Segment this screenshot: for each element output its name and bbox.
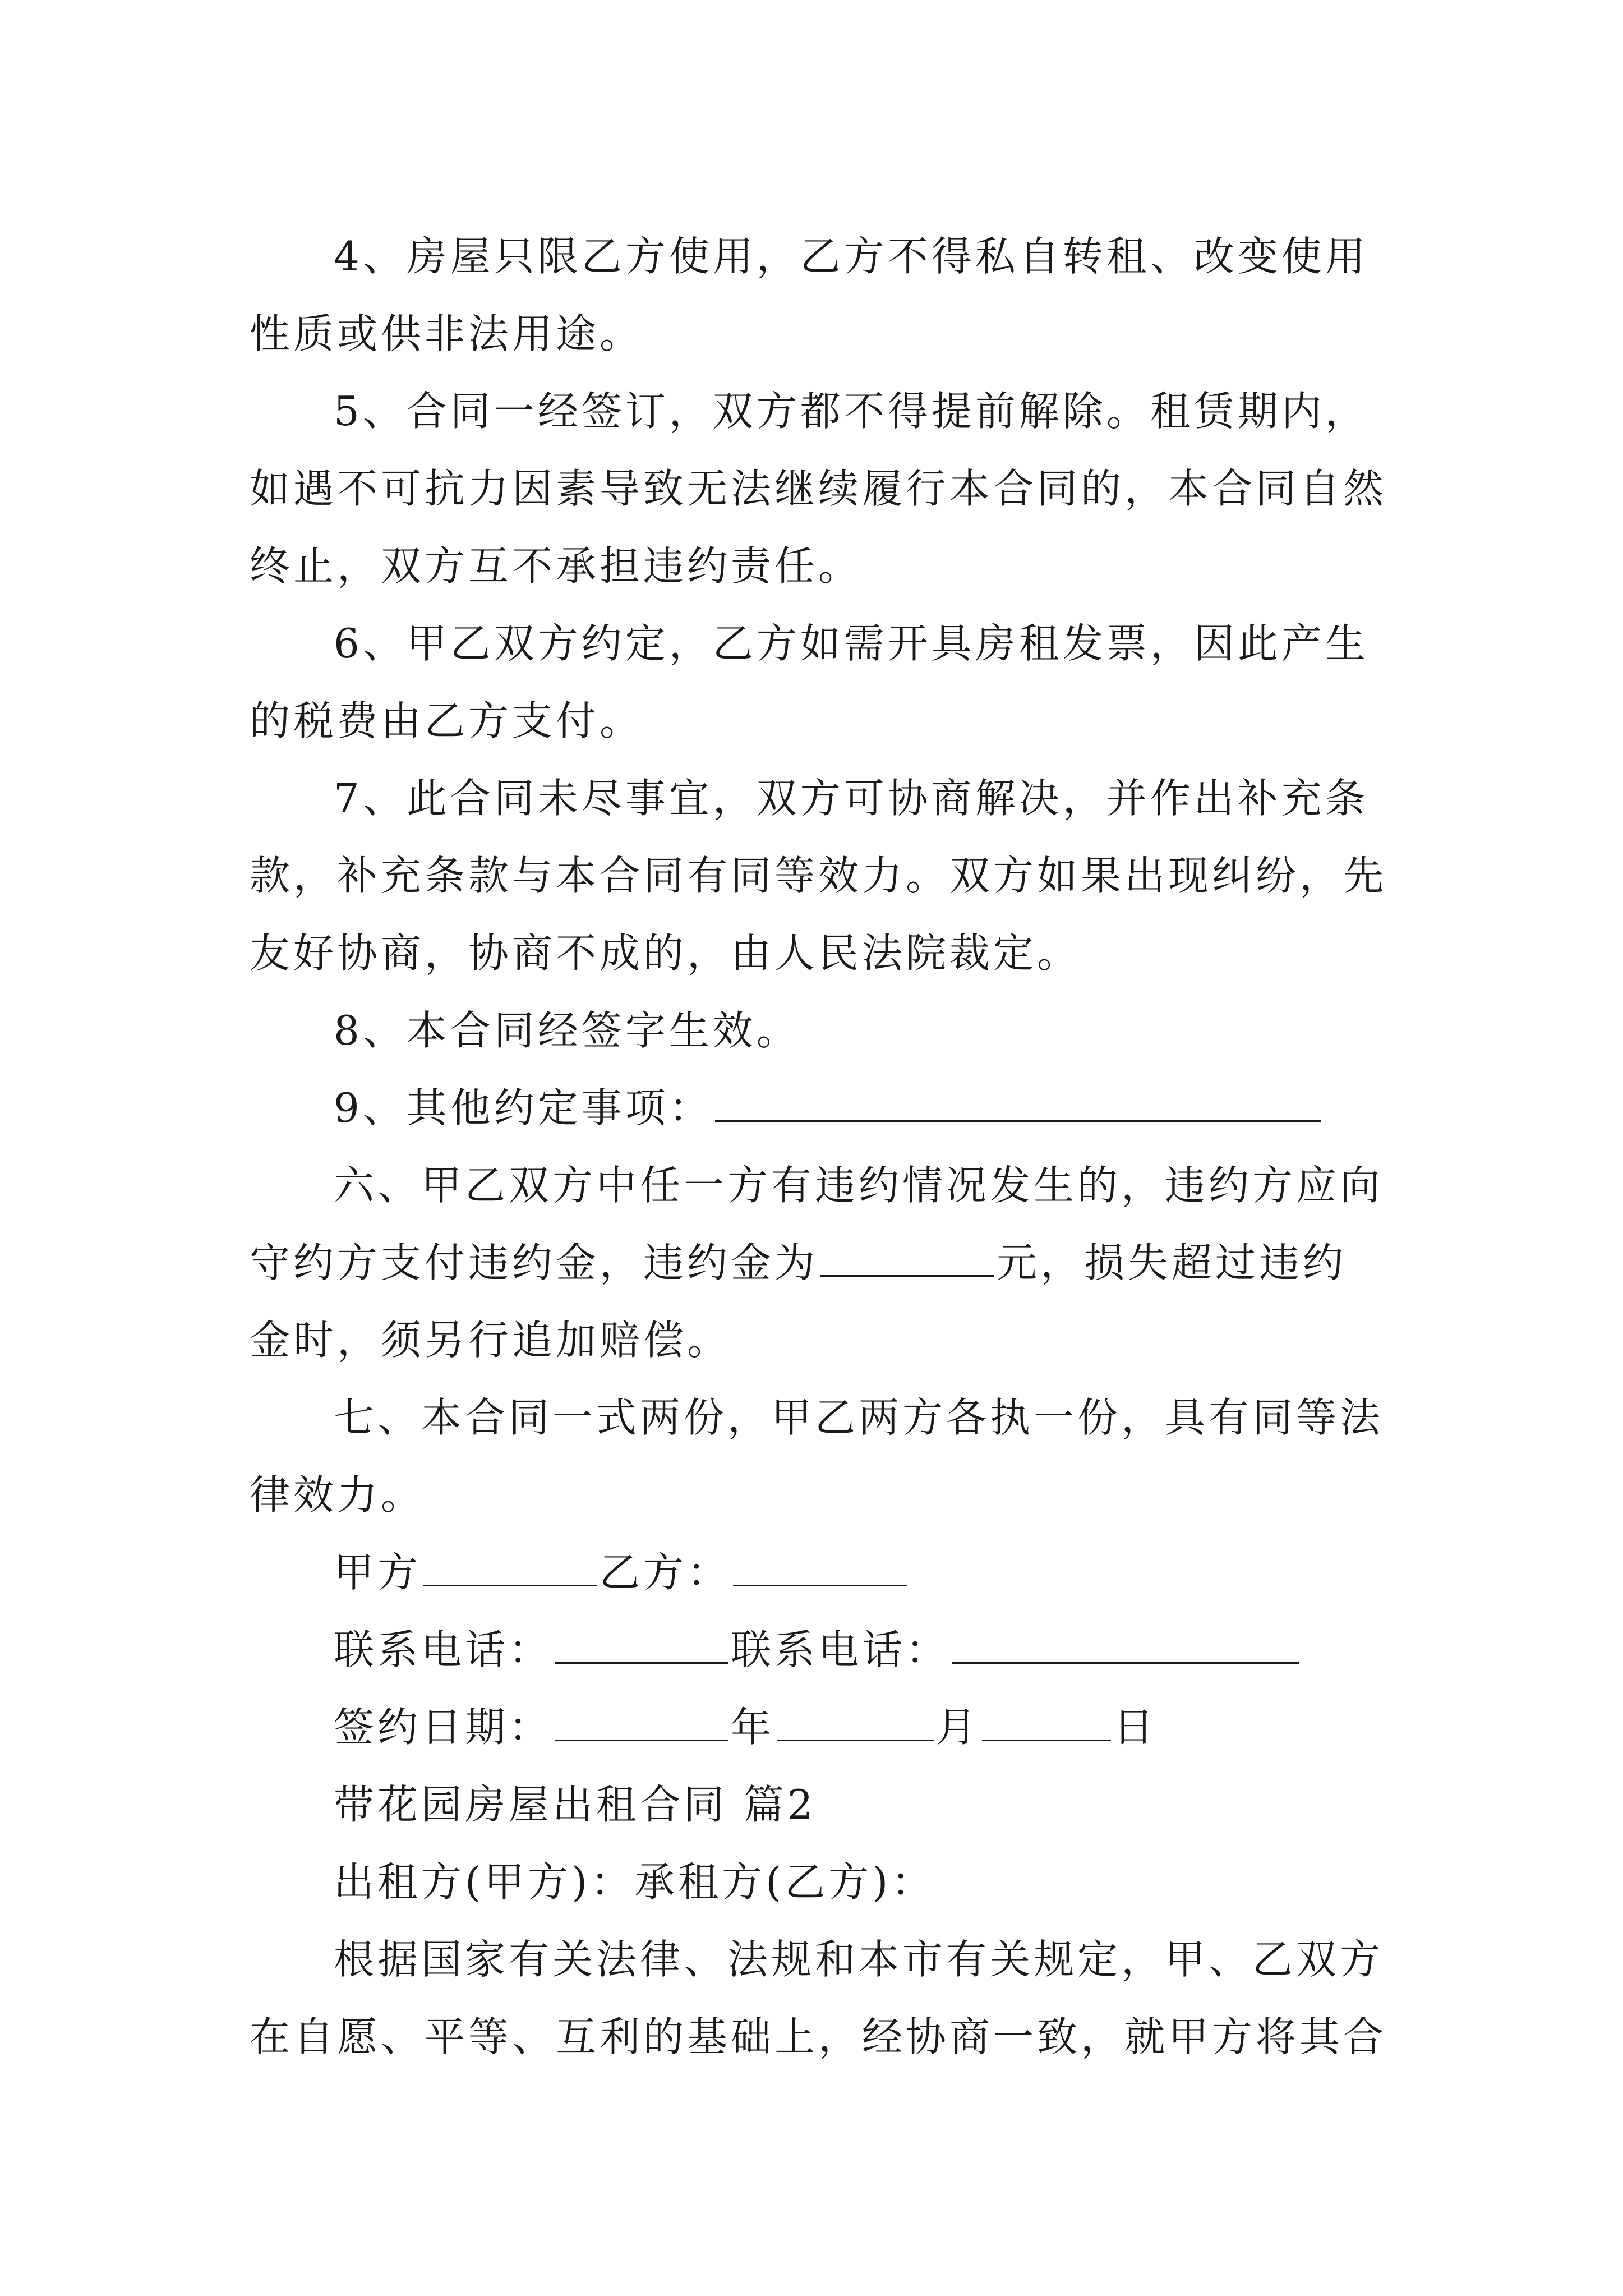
day-blank: [982, 1706, 1111, 1741]
party-b-blank: [733, 1551, 907, 1586]
party-b-label: 乙方：: [600, 1549, 731, 1596]
year-label: 年: [731, 1704, 775, 1751]
signature-date: [250, 1688, 1388, 1766]
clause-4: 4、房屋只限乙方使用，乙方不得私自转租、改变使用性质或供非法用途。: [250, 233, 1369, 357]
year-blank: [555, 1706, 728, 1741]
article-seven: 七、本合同一式两份，甲乙两方各执一份，具有同等法律效力。: [250, 1394, 1384, 1519]
phone-a-label: 联系电话：: [334, 1626, 553, 1673]
signature-phones: [250, 1611, 1388, 1688]
section-2-intro: 根据国家有关法律、法规和本市有关规定，甲、乙双方在自愿、平等、互利的基础上，经协商一致，就甲方将其合: [250, 1936, 1387, 2060]
document-body: [250, 218, 1388, 2076]
article-six-part-b: 元，损失超过违约金时，须另行追加赔偿。: [250, 1239, 1347, 1364]
clause-9: [250, 1069, 1388, 1147]
penalty-amount-blank: [820, 1241, 994, 1277]
article-six: [250, 1147, 1388, 1379]
article-six-part-a: 六、甲乙双方中任一方有违约情况发生的，违约方应向守约方支付违约金，违约金为: [250, 1162, 1384, 1286]
date-label: 签约日期：: [334, 1704, 553, 1751]
clause-7: 7、此合同未尽事宜，双方可协商解决，并作出补充条款，补充条款与本合同有同等效力。双方如果出现纠纷，先友好协商，协商不成的，由人民法院裁定。: [250, 775, 1387, 977]
signature-parties: [250, 1534, 1388, 1611]
month-label: 月: [936, 1704, 980, 1751]
clause-5: 5、合同一经签订，双方都不得提前解除。租赁期内，如遇不可抗力因素导致无法继续履行本合同的，本合同自然终止，双方互不承担违约责任。: [250, 388, 1387, 590]
clause-9-label: 9、其他约定事项：: [334, 1084, 713, 1131]
party-a-label: 甲方: [334, 1549, 422, 1596]
phone-b-label: 联系电话：: [731, 1626, 950, 1673]
section-2-parties: 出租方(甲方)：承租方(乙方)：: [334, 1858, 935, 1906]
party-a-blank: [423, 1551, 597, 1586]
section-2-title: 带花园房屋出租合同 篇2: [334, 1781, 817, 1828]
phone-a-blank: [555, 1628, 728, 1664]
clause-8: 8、本合同经签字生效。: [334, 1007, 800, 1054]
month-blank: [777, 1706, 934, 1741]
phone-b-blank: [952, 1628, 1299, 1664]
other-terms-blank: [715, 1087, 1321, 1122]
clause-6: 6、甲乙双方约定，乙方如需开具房租发票，因此产生的税费由乙方支付。: [250, 620, 1369, 744]
day-label: 日: [1113, 1704, 1158, 1751]
